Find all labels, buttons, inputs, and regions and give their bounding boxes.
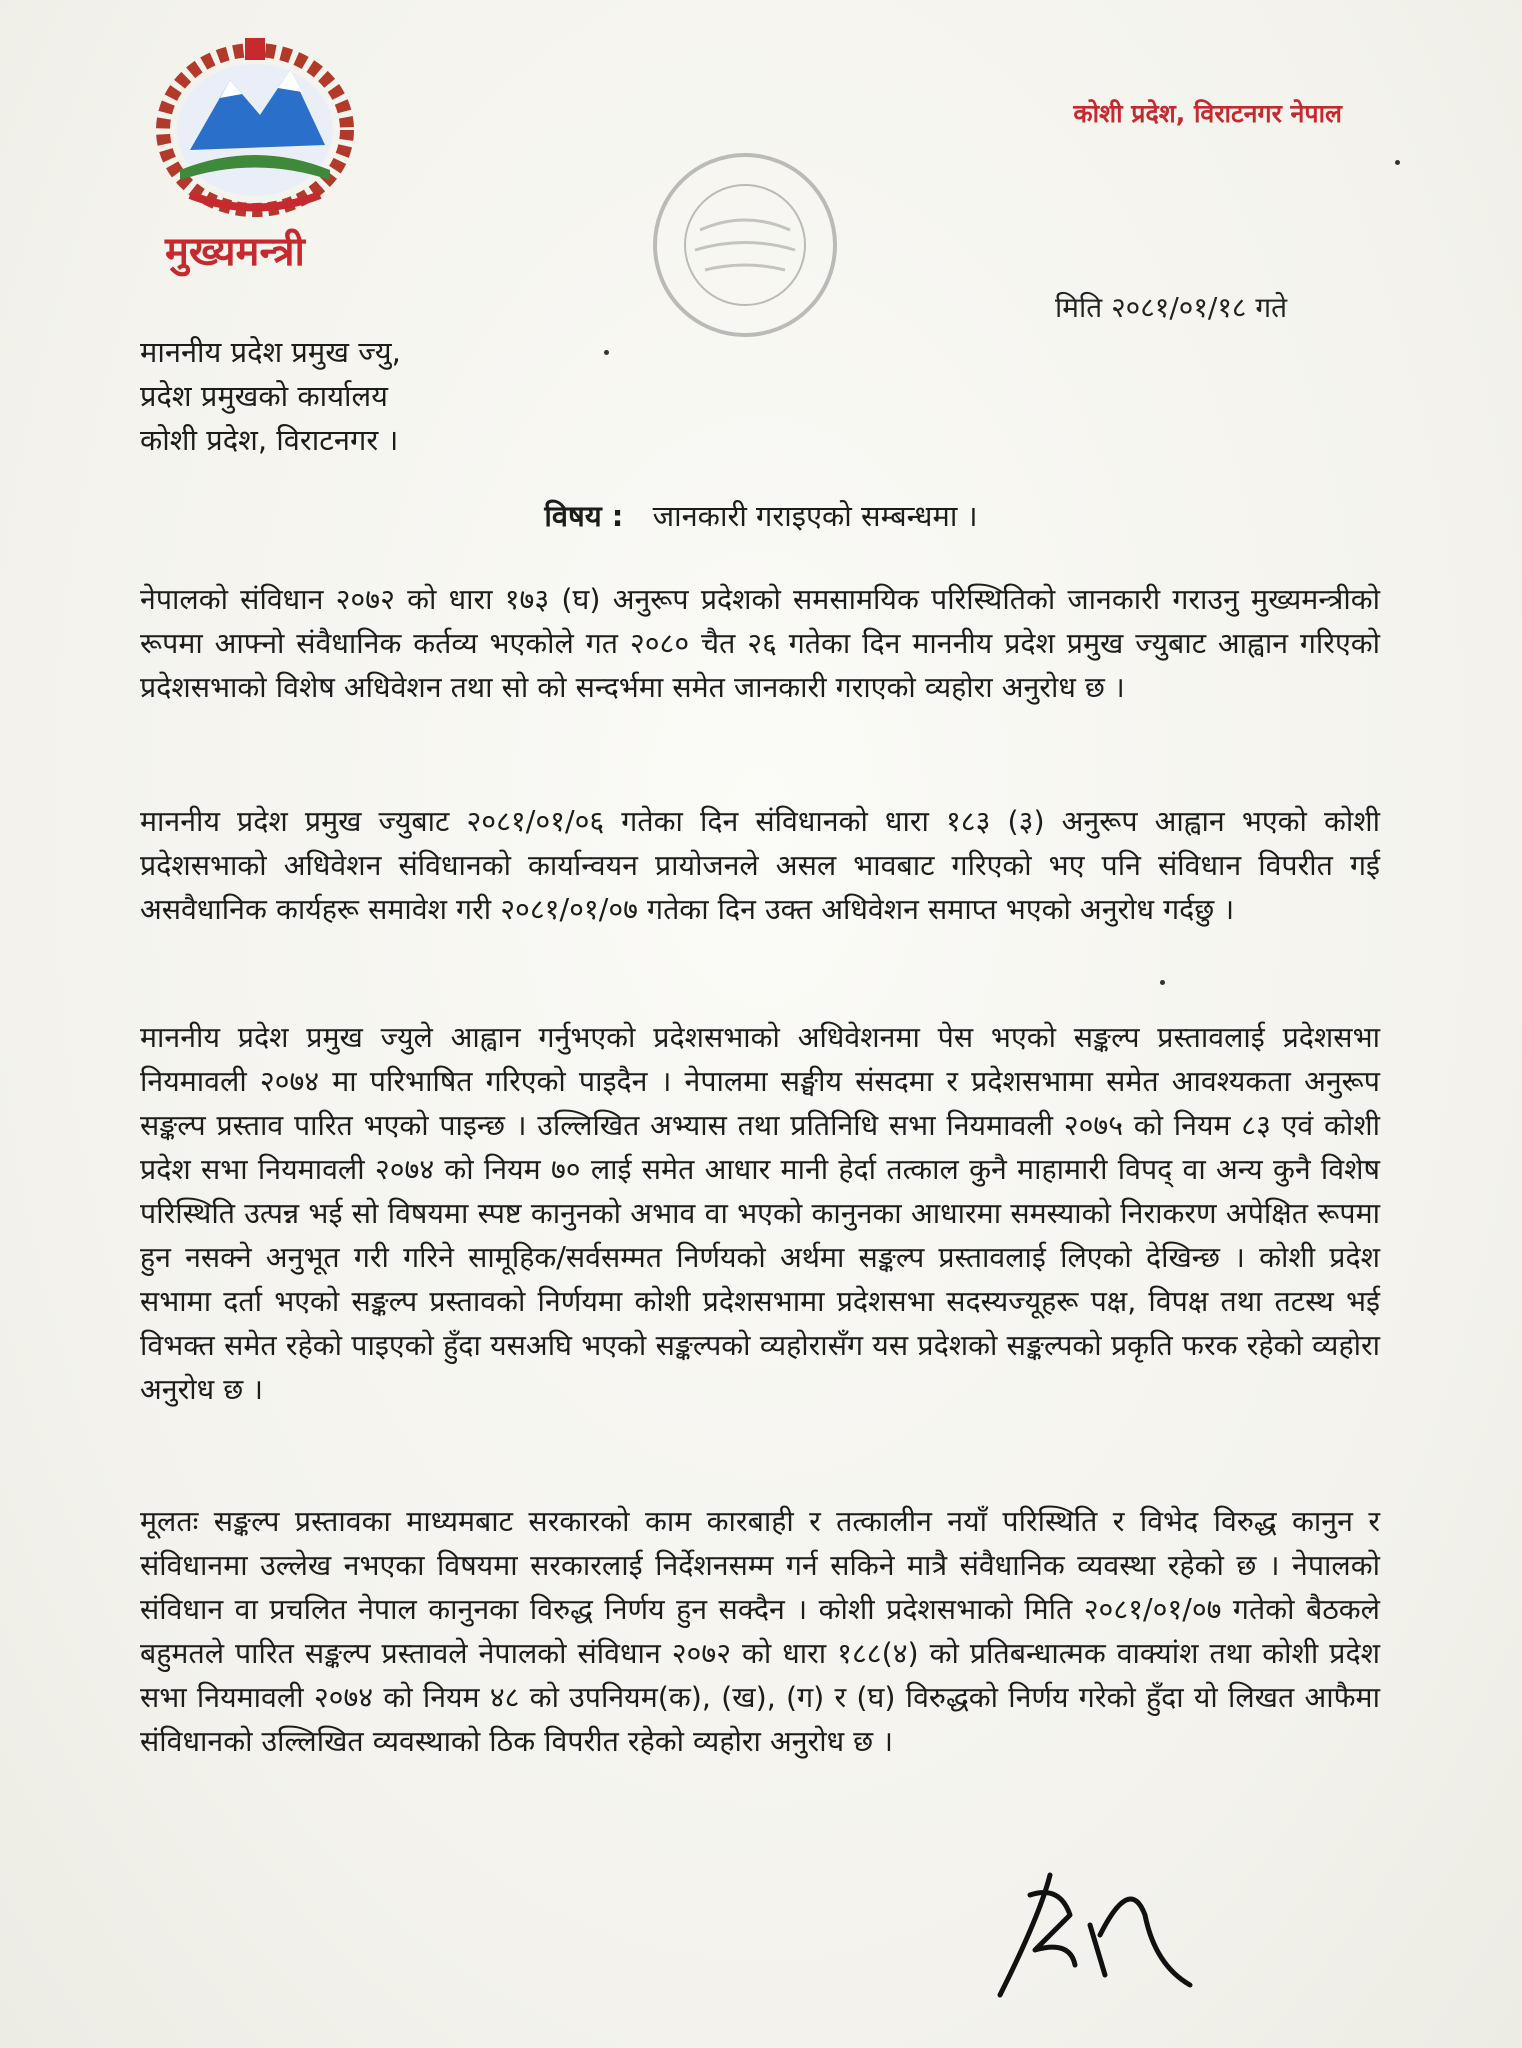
body-paragraph-4: मूलतः सङ्कल्प प्रस्तावका माध्यमबाट सरकारको काम कारबाही र तत्कालीन नयाँ परिस्थिति र विभेद विरुद्ध कानुन र संविधानमा उल्लेख नभएका विषयमा सरकारलाई निर्देशनसम्म गर्न सकिने मात्रै संवैधानिक व्यवस्था रहेको छ । नेपालको संविधान वा प्रचलित नेपाल कानुनका विरुद्ध निर्णय हुन सक्दैन । कोशी प्रदेशसभाको मिति २०८१/०१/०७ गतेको बैठकले बहुमतले पारित सङ्कल्प प्रस्तावले नेपालको संविधान २०७२ को धारा १८८(४) को प्रतिबन्धात्मक वाक्यांश तथा कोशी प्रदेश सभा नियमावली २०७४ को नियम ४८ को उपनियम(क), (ख), (ग) र (घ) विरुद्धको निर्णय गरेको हुँदा यो लिखत आफैमा संविधानको उल्लिखित व्यवस्थाको ठिक विपरीत रहेको व्यहोरा अनुरोध छ । (140, 1505, 1380, 1758)
addressee-line: कोशी प्रदेश, विराटनगर । (140, 423, 399, 457)
subject-label: विषय : (544, 499, 624, 533)
addressee-line: प्रदेश प्रमुखको कार्यालय (140, 379, 389, 413)
nepal-emblem-icon (150, 30, 360, 220)
speck (1395, 160, 1400, 165)
office-address: कोशी प्रदेश, विराटनगर नेपाल (1073, 99, 1342, 128)
subject-line (0, 496, 1522, 535)
body-paragraph-2: माननीय प्रदेश प्रमुख ज्युबाट २०८१/०१/०६ गतेका दिन संविधानको धारा १८३ (३) अनुरूप आह्वान भएको कोशी प्रदेशसभाको अधिवेशन संविधानको कार्यान्वयन प्रायोजनले असल भावबाट गरिएको भए पनि संविधान विपरीत गई असवैधानिक कार्यहरू समावेश गरी २०८१/०१/०७ गतेका दिन उक्त अधिवेशन समाप्त भएको अनुरोध गर्दछु । (140, 805, 1380, 926)
addressee-line: माननीय प्रदेश प्रमुख ज्यु, (140, 335, 401, 369)
signature-icon (980, 1855, 1220, 2005)
body-paragraph-1: नेपालको संविधान २०७२ को धारा १७३ (घ) अनुरूप प्रदेशको समसामयिक परिस्थितिको जानकारी गराउनु मुख्यमन्त्रीको रूपमा आफ्नो संवैधानिक कर्तव्य भएकोले गत २०८० चैत २६ गतेका दिन माननीय प्रदेश प्रमुख ज्युबाट आह्वान गरिएको प्रदेशसभाको विशेष अधिवेशन तथा सो को सन्दर्भमा समेत जानकारी गराएको व्यहोरा अनुरोध छ । (140, 583, 1380, 704)
addressee-block (140, 330, 401, 462)
letter-date: मिति २०८१/०१/१८ गते (1055, 291, 1288, 324)
body-paragraph-3: माननीय प्रदेश प्रमुख ज्युले आह्वान गर्नुभएको प्रदेशसभाको अधिवेशनमा पेस भएको सङ्कल्प प्रस्तावलाई प्रदेशसभा नियमावली २०७४ मा परिभाषित गरिएको पाइदैन । नेपालमा सङ्घीय संसदमा र प्रदेशसभामा समेत आवश्यकता अनुरूप सङ्कल्प प्रस्ताव पारित भएको पाइन्छ । उल्लिखित अभ्यास तथा प्रतिनिधि सभा नियमावली २०७५ को नियम ८३ एवं कोशी प्रदेश सभा नियमावली २०७४ को नियम ७० लाई समेत आधार मानी हेर्दा तत्काल कुनै माहामारी विपद् वा अन्य कुनै विशेष परिस्थिति उत्पन्न भई सो विषयमा स्पष्ट कानुनको अभाव वा भएको कानुनका आधारमा समस्याको निराकरण अपेक्षित रूपमा हुन नसक्ने अनुभूत गरी गरिने सामूहिक/सर्वसम्मत निर्णयको अर्थमा सङ्कल्प प्रस्तावलाई लिएको देखिन्छ । कोशी प्रदेश सभामा दर्ता भएको सङ्कल्प प्रस्तावको निर्णयमा कोशी प्रदेशसभामा प्रदेशसभा सदस्यज्यूहरू पक्ष, विपक्ष तथा तटस्थ भई विभक्त समेत रहेको पाइएको हुँदा यसअघि भएको सङ्कल्पको व्यहोरासँग यस प्रदेशको सङ्कल्पको प्रकृति फरक रहेको व्यहोरा अनुरोध छ । (140, 1021, 1380, 1406)
subject-text: जानकारी गराइएको सम्बन्धमा । (652, 499, 978, 533)
office-stamp-icon (640, 140, 850, 350)
speck (1160, 980, 1165, 985)
emblem-title: मुख्यमन्त्री (165, 229, 305, 275)
speck (604, 350, 609, 355)
